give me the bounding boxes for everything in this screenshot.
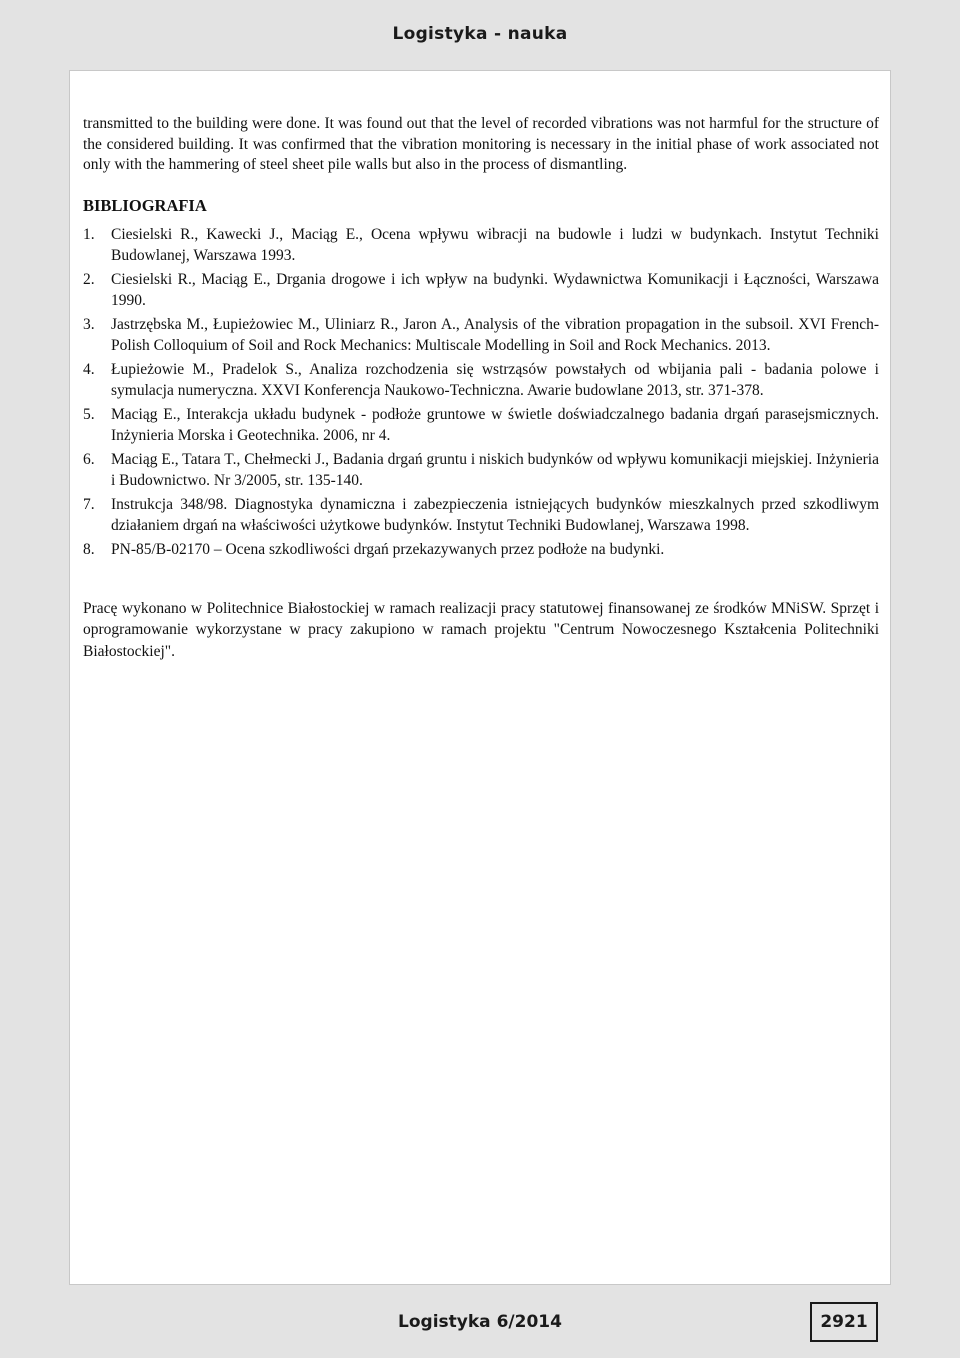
reference-number: 5. xyxy=(83,405,95,423)
reference-text: Łupieżowie M., Pradelok S., Analiza rozchodzenia się wstrząsów powstałych od wbijania pali - badania polowe i symulacja numeryczna. XXVI Konferencja Naukowo-Techniczna. Awarie budowlane 2013, str. 371-378. xyxy=(111,360,879,399)
reference-item xyxy=(83,314,879,356)
page-number: 2921 xyxy=(820,1312,868,1332)
page-number-box xyxy=(810,1302,878,1342)
reference-number: 4. xyxy=(83,360,95,378)
reference-item xyxy=(83,539,879,560)
reference-number: 1. xyxy=(83,225,95,243)
reference-number: 7. xyxy=(83,495,95,513)
reference-text: Ciesielski R., Maciąg E., Drgania drogowe i ich wpływ na budynki. Wydawnictwa Komunikacji i Łączności, Warszawa 1990. xyxy=(111,270,879,309)
footer-journal-issue: Logistyka 6/2014 xyxy=(398,1312,562,1332)
reference-text: Ciesielski R., Kawecki J., Maciąg E., Ocena wpływu wibracji na budowle i ludzi w budynkach. Instytut Techniki Budowlanej, Warszawa 1993. xyxy=(111,225,879,264)
reference-item xyxy=(83,494,879,536)
reference-number: 6. xyxy=(83,450,95,468)
reference-item xyxy=(83,224,879,266)
reference-number: 2. xyxy=(83,270,95,288)
reference-list xyxy=(83,224,879,560)
abstract-paragraph: transmitted to the building were done. It was found out that the level of recorded vibrations was not harmful for the structure of the considered building. It was confirmed that the vibration monitoring is necessary in the initial phase of work associated not only with the hammering of steel sheet pile walls but also in the process of dismantling. xyxy=(83,115,879,173)
page-content xyxy=(83,114,879,662)
page-sheet xyxy=(69,70,891,1285)
acknowledgement-paragraph: Pracę wykonano w Politechnice Białostockiej w ramach realizacji pracy statutowej finansowanej ze środków MNiSW. Sprzęt i oprogramowanie wykorzystane w pracy zakupiono w ramach projektu "Centrum Nowoczesnego Kształcenia Politechniki Białostockiej". xyxy=(83,599,879,660)
reference-text: Instrukcja 348/98. Diagnostyka dynamiczna i zabezpieczenia istniejących budynków mieszkalnych przed szkodliwym działaniem drgań na właściwości użytkowe budynków. Instytut Techniki Budowlanej, Warszawa 1998. xyxy=(111,495,879,534)
reference-number: 3. xyxy=(83,315,95,333)
reference-text: PN-85/B-02170 – Ocena szkodliwości drgań przekazywanych przez podłoże na budynki. xyxy=(111,540,665,558)
bibliography-heading: BIBLIOGRAFIA xyxy=(83,195,207,215)
reference-text: Maciąg E., Interakcja układu budynek - podłoże gruntowe w świetle doświadczalnego badania drgań parasejsmicznych. Inżynieria Morska i Geotechnika. 2006, nr 4. xyxy=(111,405,879,444)
reference-number: 8. xyxy=(83,540,95,558)
reference-item xyxy=(83,449,879,491)
reference-text: Maciąg E., Tatara T., Chełmecki J., Badania drgań gruntu i niskich budynków od wpływu komunikacji miejskiej. Inżynieria i Budownictwo. Nr 3/2005, str. 135-140. xyxy=(111,450,879,489)
running-header: Logistyka - nauka xyxy=(392,24,568,44)
reference-item xyxy=(83,269,879,311)
reference-item xyxy=(83,359,879,401)
reference-text: Jastrzębska M., Łupieżowiec M., Uliniarz R., Jaron A., Analysis of the vibration propagation in the subsoil. XVI French-Polish Colloquium of Soil and Rock Mechanics: Multiscale Modelling in Soil and Rock Mechanics. 2013. xyxy=(111,315,879,354)
reference-item xyxy=(83,404,879,446)
